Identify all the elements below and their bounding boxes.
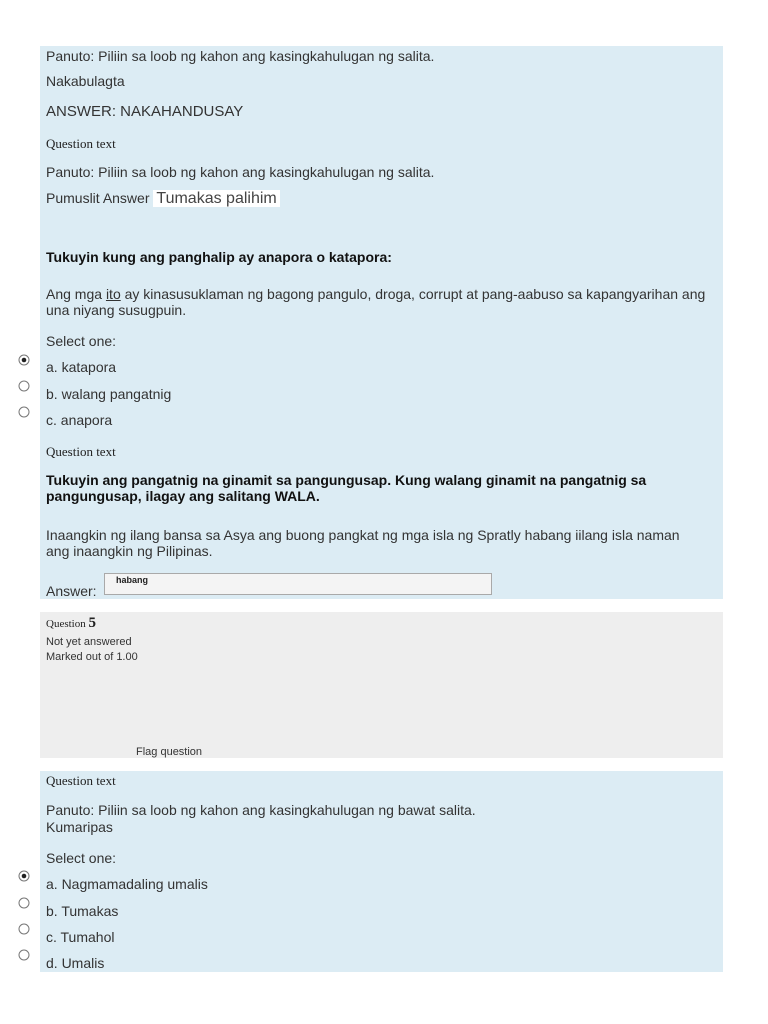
question-sentence: Inaangkin ng ilang bansa sa Asya ang buong pangkat ng mga isla ng Spratly habang iilang isla naman ang inaangkin ng Pilipinas. [46, 527, 680, 559]
answer-input[interactable]: habang [104, 573, 492, 595]
underlined-pronoun: ito [105, 286, 121, 302]
word-text: Pumuslit [46, 190, 100, 206]
radio-option-a[interactable] [18, 354, 30, 366]
option-label-b[interactable]: b. Tumakas [46, 903, 119, 919]
question-number [46, 615, 96, 632]
question-word: Question [46, 618, 86, 630]
option-label-d[interactable]: d. Umalis [46, 955, 105, 971]
pumuslit-line [46, 190, 280, 207]
select-one-label: Select one: [46, 850, 117, 866]
option-label-c[interactable]: c. Tumahol [46, 929, 115, 945]
answer-text: ANSWER: NAKAHANDUSAY [46, 103, 244, 120]
sentence-prefix: Ang mga [46, 286, 106, 302]
word-text: Kumaripas [46, 819, 113, 835]
select-one-label: Select one: [46, 333, 117, 349]
question-text-header: Question text [46, 136, 116, 151]
option-label-c[interactable]: c. anapora [46, 412, 113, 428]
question-sentence [46, 286, 706, 318]
question-marks: Marked out of 1.00 [46, 651, 138, 663]
question-text-header: Question text [46, 444, 116, 459]
radio-option-c[interactable] [18, 923, 30, 935]
option-label-a[interactable]: a. katapora [46, 359, 117, 375]
radio-option-c[interactable] [18, 406, 30, 418]
instruction-text: Panuto: Piliin sa loob ng kahon ang kasingkahulugan ng salita. [46, 164, 435, 180]
option-label-b[interactable]: b. walang pangatnig [46, 386, 172, 402]
flag-question-link[interactable]: Flag question [136, 746, 203, 758]
radio-option-b[interactable] [18, 380, 30, 392]
radio-option-a[interactable] [18, 870, 30, 882]
question-number-value: 5 [88, 615, 96, 631]
radio-option-b[interactable] [18, 897, 30, 909]
question-info-panel [40, 612, 723, 758]
question-content-panel [40, 46, 723, 599]
radio-option-d[interactable] [18, 949, 30, 961]
instruction-text: Panuto: Piliin sa loob ng kahon ang kasingkahulugan ng bawat salita. [46, 802, 476, 818]
instruction-text: Panuto: Piliin sa loob ng kahon ang kasingkahulugan ng salita. [46, 48, 435, 64]
question-status: Not yet answered [46, 636, 132, 648]
answer-label: Answer [102, 190, 150, 206]
sentence-suffix: ay kinasusuklaman ng bagong pangulo, droga, corrupt at pang-aabuso sa kapangyarihan ang una niyang susugpuin. [46, 286, 706, 318]
question-text-header: Question text [46, 773, 116, 788]
word-text: Nakabulagta [46, 73, 125, 89]
answer-value: Tumakas palihim [153, 190, 279, 207]
question-title: Tukuyin ang pangatnig na ginamit sa pangungusap. Kung walang ginamit na pangatnig sa pangungusap, ilagay ang salitang WALA. [46, 472, 647, 504]
question-title: Tukuyin kung ang panghalip ay anapora o katapora: [46, 249, 392, 265]
answer-label: Answer: [46, 583, 97, 599]
option-label-a[interactable]: a. Nagmamadaling umalis [46, 876, 208, 892]
